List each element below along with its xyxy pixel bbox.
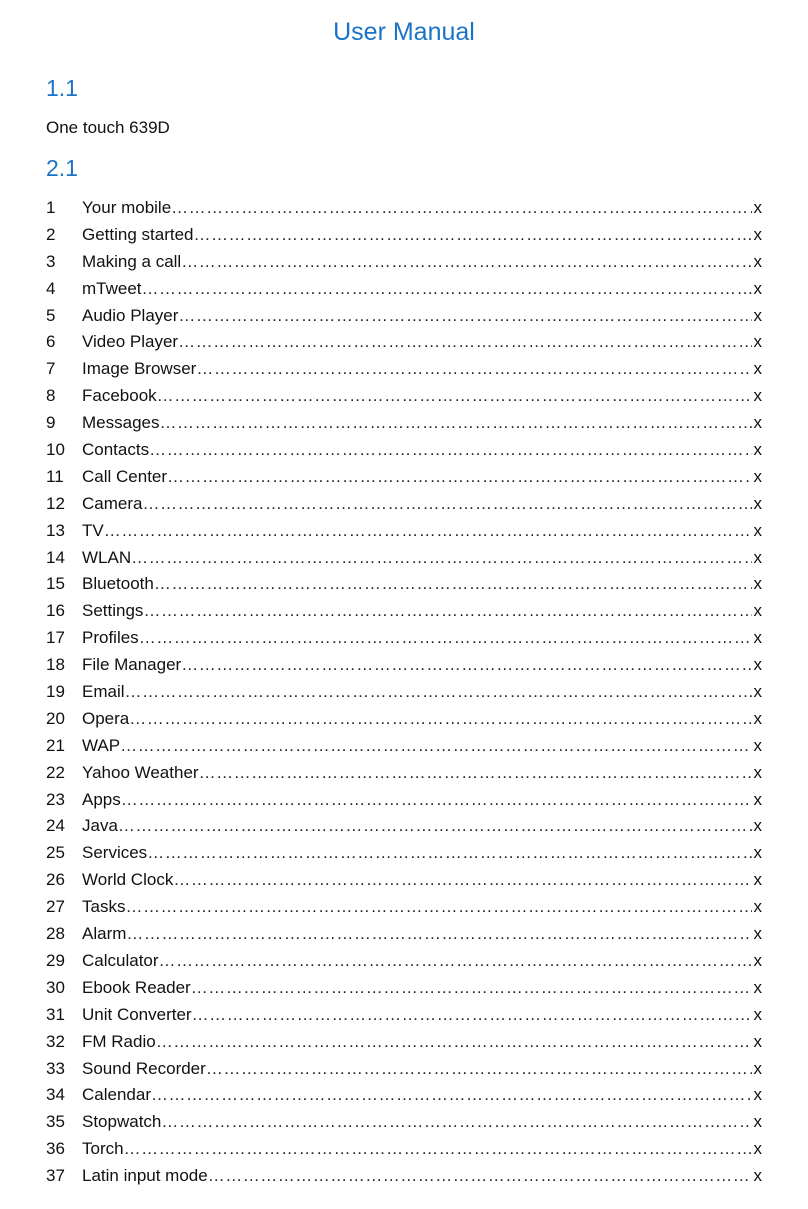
- toc-entry-label[interactable]: Camera: [82, 493, 143, 513]
- toc-entry-number: 6: [46, 332, 56, 352]
- toc-dot-leader: [181, 652, 751, 679]
- toc-entry[interactable]: [46, 1082, 762, 1109]
- toc-entry-page: x: [753, 1058, 762, 1078]
- toc-entry-number: 4: [46, 278, 56, 298]
- toc-dot-leader: [151, 1082, 752, 1109]
- toc-entry[interactable]: [46, 222, 762, 249]
- toc-entry-number: 22: [46, 762, 65, 782]
- toc-entry[interactable]: [46, 356, 762, 383]
- toc-entry-number: 23: [46, 789, 65, 809]
- toc-entry-number: 37: [46, 1166, 65, 1186]
- toc-entry-number: 27: [46, 897, 65, 917]
- toc-entry-label[interactable]: Video Player: [82, 332, 179, 352]
- toc-entry-number: 2: [46, 224, 56, 244]
- toc-entry-page: x: [753, 1139, 762, 1159]
- toc-entry[interactable]: [46, 1056, 762, 1083]
- toc-entry[interactable]: [46, 1109, 762, 1136]
- toc-entry-label[interactable]: mTweet: [82, 278, 142, 298]
- toc-entry-label[interactable]: WLAN: [82, 547, 132, 567]
- toc-entry-label[interactable]: File Manager: [82, 655, 182, 675]
- toc-entry-label[interactable]: Audio Player: [82, 305, 179, 325]
- toc-entry-page: x: [753, 359, 762, 379]
- toc-dot-leader: [181, 249, 751, 276]
- toc-entry-page: x: [753, 682, 762, 702]
- toc-entry[interactable]: [46, 518, 762, 545]
- toc-entry-number: 19: [46, 682, 65, 702]
- toc-entry[interactable]: [46, 787, 762, 814]
- toc-entry-page: x: [753, 413, 762, 433]
- toc-entry-number: 8: [46, 386, 56, 406]
- toc-entry[interactable]: [46, 464, 762, 491]
- toc-entry-number: 10: [46, 440, 65, 460]
- toc-entry-number: 28: [46, 924, 65, 944]
- toc-entry-number: 12: [46, 493, 65, 513]
- toc-entry-number: 24: [46, 816, 65, 836]
- toc-entry[interactable]: [46, 249, 762, 276]
- toc-entry-number: 11: [46, 466, 64, 486]
- toc-entry-number: 1: [46, 198, 56, 217]
- toc-entry[interactable]: [46, 598, 762, 625]
- toc-dot-leader: [171, 195, 751, 222]
- toc-entry[interactable]: [46, 571, 762, 598]
- toc-entry-page: x: [753, 843, 762, 863]
- toc-entry-label[interactable]: Yahoo Weather: [82, 762, 199, 782]
- toc-entry[interactable]: [46, 1002, 762, 1029]
- toc-entry[interactable]: [46, 921, 762, 948]
- toc-entry-label[interactable]: Facebook: [82, 386, 157, 406]
- toc-entry-label[interactable]: Call Center: [82, 466, 168, 486]
- toc-entry-number: 13: [46, 520, 65, 540]
- toc-entry-label[interactable]: Unit Converter: [82, 1004, 192, 1024]
- toc-entry-page: x: [753, 493, 762, 513]
- toc-dot-leader: [206, 1056, 752, 1083]
- toc-entry[interactable]: [46, 813, 762, 840]
- toc-dot-leader: [142, 276, 752, 303]
- toc-entry[interactable]: [46, 625, 762, 652]
- toc-dot-leader: [191, 975, 752, 1002]
- toc-entry-label[interactable]: Getting started: [82, 224, 194, 244]
- toc-dot-leader: [192, 1002, 752, 1029]
- toc-entry-number: 14: [46, 547, 65, 567]
- toc-entry-page: x: [753, 251, 762, 271]
- toc-entry-label[interactable]: TV: [82, 520, 104, 540]
- toc-entry-number: 33: [46, 1058, 65, 1078]
- toc-entry-label[interactable]: Ebook Reader: [82, 977, 191, 997]
- toc-dot-leader: [159, 948, 752, 975]
- toc-entry-label[interactable]: Opera: [82, 708, 130, 728]
- toc-dot-leader: [159, 410, 751, 437]
- toc-entry-page: x: [753, 950, 762, 970]
- toc-entry-label[interactable]: Latin input mode: [82, 1166, 208, 1186]
- toc-dot-leader: [149, 437, 751, 464]
- toc-dot-leader: [157, 383, 752, 410]
- toc-entry-label[interactable]: FM Radio: [82, 1031, 156, 1051]
- toc-dot-leader: [143, 598, 751, 625]
- toc-dot-leader: [139, 625, 752, 652]
- toc-entry[interactable]: [46, 1136, 762, 1163]
- toc-entry-page: x: [753, 224, 762, 244]
- toc-dot-leader: [121, 787, 752, 814]
- toc-dot-leader: [125, 894, 751, 921]
- toc-entry-number: 31: [46, 1004, 65, 1024]
- toc-entry[interactable]: [46, 652, 762, 679]
- toc-entry-page: x: [753, 1085, 762, 1105]
- toc-dot-leader: [154, 571, 752, 598]
- toc-dot-leader: [196, 356, 751, 383]
- toc-entry-label[interactable]: Tasks: [82, 897, 126, 917]
- toc-entry-number: 17: [46, 628, 65, 648]
- toc-dot-leader: [104, 518, 752, 545]
- toc-entry-number: 34: [46, 1085, 65, 1105]
- toc-entry-label[interactable]: Settings: [82, 601, 144, 621]
- toc-entry-number: 30: [46, 977, 65, 997]
- toc-entry-page: x: [753, 1112, 762, 1132]
- toc-dot-leader: [173, 867, 751, 894]
- toc-entry[interactable]: [46, 1163, 762, 1190]
- toc-entry[interactable]: [46, 948, 762, 975]
- toc-entry-page: x: [753, 574, 762, 594]
- toc-dot-leader: [118, 813, 752, 840]
- toc-entry-page: x: [753, 924, 762, 944]
- toc-dot-leader: [125, 679, 752, 706]
- toc-entry-number: 5: [46, 305, 56, 325]
- toc-entry[interactable]: [46, 195, 762, 222]
- toc-entry-number: 15: [46, 574, 65, 594]
- toc-entry[interactable]: [46, 383, 762, 410]
- toc-dot-leader: [178, 329, 751, 356]
- toc-entry[interactable]: [46, 437, 762, 464]
- toc-dot-leader: [126, 921, 751, 948]
- toc-entry-number: 32: [46, 1031, 65, 1051]
- toc-entry-number: 7: [46, 359, 56, 379]
- toc-entry-label[interactable]: Messages: [82, 413, 160, 433]
- toc-entry-number: 35: [46, 1112, 65, 1132]
- toc-entry[interactable]: [46, 706, 762, 733]
- toc-dot-leader: [208, 1163, 752, 1190]
- toc-entry-label[interactable]: Stopwatch: [82, 1112, 162, 1132]
- toc-dot-leader: [156, 1029, 752, 1056]
- toc-entry-page: x: [753, 466, 762, 486]
- toc-entry[interactable]: [46, 760, 762, 787]
- toc-entry-page: x: [753, 655, 762, 675]
- toc-entry[interactable]: [46, 867, 762, 894]
- toc-entry-page: x: [753, 708, 762, 728]
- toc-entry-page: x: [753, 897, 762, 917]
- toc-entry-page: x: [753, 601, 762, 621]
- toc-entry-number: 36: [46, 1139, 65, 1159]
- toc-entry-page: x: [753, 789, 762, 809]
- toc-entry-page: x: [753, 386, 762, 406]
- toc-dot-leader: [167, 464, 751, 491]
- toc-entry-label[interactable]: Services: [82, 843, 148, 863]
- toc-entry-label[interactable]: Profiles: [82, 628, 139, 648]
- toc-entry-label[interactable]: Calculator: [82, 950, 159, 970]
- toc-entry-page: x: [753, 870, 762, 890]
- section-heading-2: 2.1: [46, 155, 78, 181]
- toc-entry-label[interactable]: Java: [82, 816, 118, 836]
- toc-dot-leader: [129, 706, 751, 733]
- toc-entry-number: 9: [46, 413, 56, 433]
- toc-entry-number: 26: [46, 870, 65, 890]
- toc-dot-leader: [142, 491, 751, 518]
- toc-entry-number: 25: [46, 843, 65, 863]
- toc-entry-page: x: [753, 977, 762, 997]
- toc-entry[interactable]: [46, 303, 762, 330]
- toc-entry-page: x: [753, 278, 762, 298]
- toc-entry-number: 20: [46, 708, 65, 728]
- toc-entry[interactable]: [46, 276, 762, 303]
- model-name: One touch 639D: [46, 118, 170, 137]
- toc-entry-page: x: [753, 1166, 762, 1186]
- toc-entry-label[interactable]: Contacts: [82, 440, 150, 460]
- toc-entry[interactable]: [46, 840, 762, 867]
- section-heading-1: 1.1: [46, 75, 78, 101]
- toc-entry-page: x: [753, 440, 762, 460]
- document-title: User Manual: [333, 18, 475, 46]
- toc-dot-leader: [124, 1136, 752, 1163]
- toc-entry-page: x: [753, 816, 762, 836]
- toc-entry-number: 21: [46, 735, 65, 755]
- toc-dot-leader: [161, 1109, 751, 1136]
- toc-dot-leader: [147, 840, 751, 867]
- toc-entry[interactable]: [46, 733, 762, 760]
- toc-entry-page: x: [753, 547, 762, 567]
- toc-entry-page: x: [753, 1004, 762, 1024]
- toc-entry[interactable]: [46, 410, 762, 437]
- toc-entry-number: 16: [46, 601, 65, 621]
- toc-entry-page: x: [753, 332, 762, 352]
- toc-entry[interactable]: [46, 329, 762, 356]
- toc-entry-page: x: [753, 735, 762, 755]
- toc-entry-label[interactable]: Email: [82, 682, 125, 702]
- toc-entry-label[interactable]: Sound Recorder: [82, 1058, 206, 1078]
- toc-entry-label[interactable]: World Clock: [82, 870, 174, 890]
- toc-entry-label[interactable]: Alarm: [82, 924, 127, 944]
- toc-entry-page: x: [753, 1031, 762, 1051]
- toc-entry-label[interactable]: Making a call: [82, 251, 182, 271]
- toc-dot-leader: [120, 733, 751, 760]
- toc-entry-number: 3: [46, 251, 56, 271]
- toc-entry-label[interactable]: Calendar: [82, 1085, 151, 1105]
- toc-entry-label[interactable]: Torch: [82, 1139, 124, 1159]
- toc-entry-label[interactable]: Your mobile: [82, 198, 172, 217]
- toc-entry-label[interactable]: Bluetooth: [82, 574, 154, 594]
- toc-entry-page: x: [753, 198, 762, 217]
- toc-entry[interactable]: [46, 679, 762, 706]
- toc-entry-label[interactable]: Apps: [82, 789, 121, 809]
- toc-entry[interactable]: [46, 491, 762, 518]
- toc-entry-page: x: [753, 520, 762, 540]
- toc-dot-leader: [178, 303, 751, 330]
- toc-entry-label[interactable]: Image Browser: [82, 359, 197, 379]
- toc-entry[interactable]: [46, 975, 762, 1002]
- table-of-contents: [46, 195, 762, 1190]
- toc-dot-leader: [194, 222, 752, 249]
- toc-entry-page: x: [753, 628, 762, 648]
- toc-entry-page: x: [753, 305, 762, 325]
- toc-entry-page: x: [753, 762, 762, 782]
- toc-dot-leader: [131, 545, 751, 572]
- toc-entry-number: 29: [46, 950, 65, 970]
- toc-entry-number: 18: [46, 655, 65, 675]
- toc-entry-label[interactable]: WAP: [82, 735, 121, 755]
- toc-entry[interactable]: [46, 894, 762, 921]
- toc-dot-leader: [199, 760, 752, 787]
- toc-entry[interactable]: [46, 1029, 762, 1056]
- toc-entry[interactable]: [46, 545, 762, 572]
